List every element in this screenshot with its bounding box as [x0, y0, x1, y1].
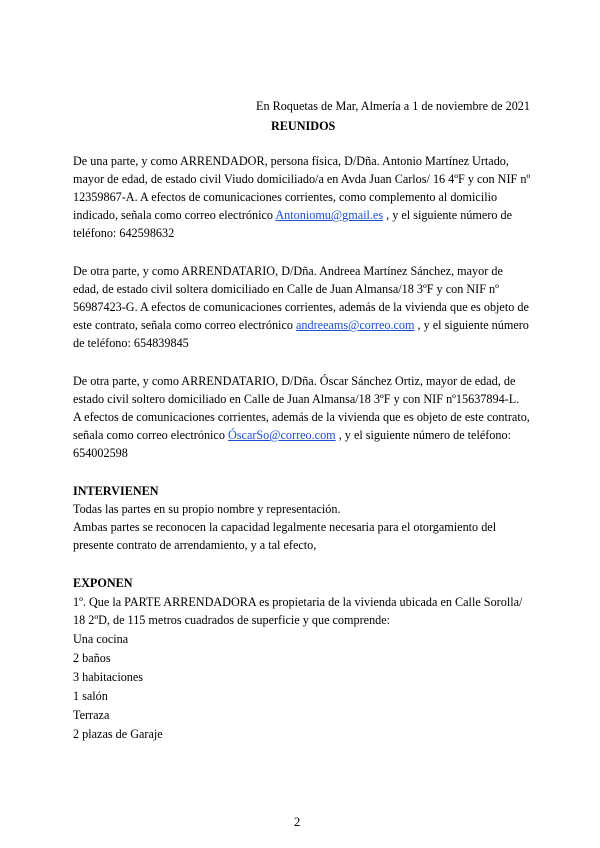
paragraph-line: edad, de estado civil soltera domiciliado en Calle de Juan Almansa/18 3ºF y con NIF nº [73, 282, 499, 296]
paragraph-line: Todas las partes en su propio nombre y representación. [73, 502, 341, 516]
list-item: Terraza [73, 708, 110, 722]
section-heading-intervienen: INTERVIENEN [73, 484, 159, 498]
paragraph-line: presente contrato de arrendamiento, y a tal efecto, [73, 538, 317, 552]
paragraph-line: 56987423-G. A efectos de comunicaciones corrientes, además de la vivienda que es objeto de [73, 300, 529, 314]
text-span: señala como correo electrónico [73, 428, 228, 442]
text-span: , y el siguiente número [414, 318, 529, 332]
paragraph-line: 654002598 [73, 446, 128, 460]
text-span: , y el siguiente número de [383, 208, 513, 222]
paragraph-line: 12359867-A. A efectos de comunicaciones corrientes, como complemento al domicilio [73, 190, 498, 204]
paragraph-line: teléfono: 642598632 [73, 226, 175, 240]
list-item: 3 habitaciones [73, 670, 144, 684]
list-item: 1 salón [73, 689, 108, 703]
list-item: 2 plazas de Garaje [73, 727, 163, 741]
paragraph-line: de teléfono: 654839845 [73, 336, 189, 350]
paragraph-line: De otra parte, y como ARRENDATARIO, D/Dña. Andreea Martínez Sánchez, mayor de [73, 264, 503, 278]
email-link[interactable]: andreeams@correo.com [296, 318, 415, 332]
list-item: Una cocina [73, 632, 129, 646]
section-heading-reunidos: REUNIDOS [271, 119, 336, 133]
list-item: 2 baños [73, 651, 111, 665]
place-date: En Roquetas de Mar, Almería a 1 de noviembre de 2021 [256, 99, 530, 113]
paragraph-line: mayor de edad, de estado civil Viudo domiciliado/a en Avda Juan Carlos/ 16 4ºF y con NIF nº [73, 172, 531, 186]
paragraph-line [73, 208, 512, 223]
email-link[interactable]: ÓscarSo@correo.com [227, 428, 336, 442]
paragraph-line [73, 428, 511, 443]
page-number: 2 [294, 815, 301, 829]
text-span: , y el siguiente número de teléfono: [335, 428, 511, 442]
paragraph-line: estado civil soltero domiciliado en Calle de Juan Almansa/18 3ºF y con NIF nº15637894-L. [73, 392, 520, 406]
paragraph-line: 18 2ºD, de 115 metros cuadrados de superficie y que comprende: [73, 613, 391, 627]
section-heading-exponen: EXPONEN [73, 576, 133, 590]
paragraph-line: Ambas partes se reconocen la capacidad legalmente necesaria para el otorgamiento del [73, 520, 497, 534]
paragraph-line [73, 318, 529, 333]
paragraph-line: 1º. Que la PARTE ARRENDADORA es propietaria de la vivienda ubicada en Calle Sorolla/ [73, 595, 523, 609]
email-link[interactable]: Antoniomu@gmail.es [275, 208, 384, 222]
text-span: indicado, señala como correo electrónico [73, 208, 276, 222]
text-span: este contrato, señala como correo electrónico [73, 318, 296, 332]
paragraph-line: De otra parte, y como ARRENDATARIO, D/Dña. Óscar Sánchez Ortiz, mayor de edad, de [73, 374, 516, 388]
paragraph-line: A efectos de comunicaciones corrientes, además de la vivienda que es objeto de este contrato, [73, 410, 530, 424]
paragraph-line: De una parte, y como ARRENDADOR, persona física, D/Dña. Antonio Martínez Urtado, [73, 154, 509, 168]
